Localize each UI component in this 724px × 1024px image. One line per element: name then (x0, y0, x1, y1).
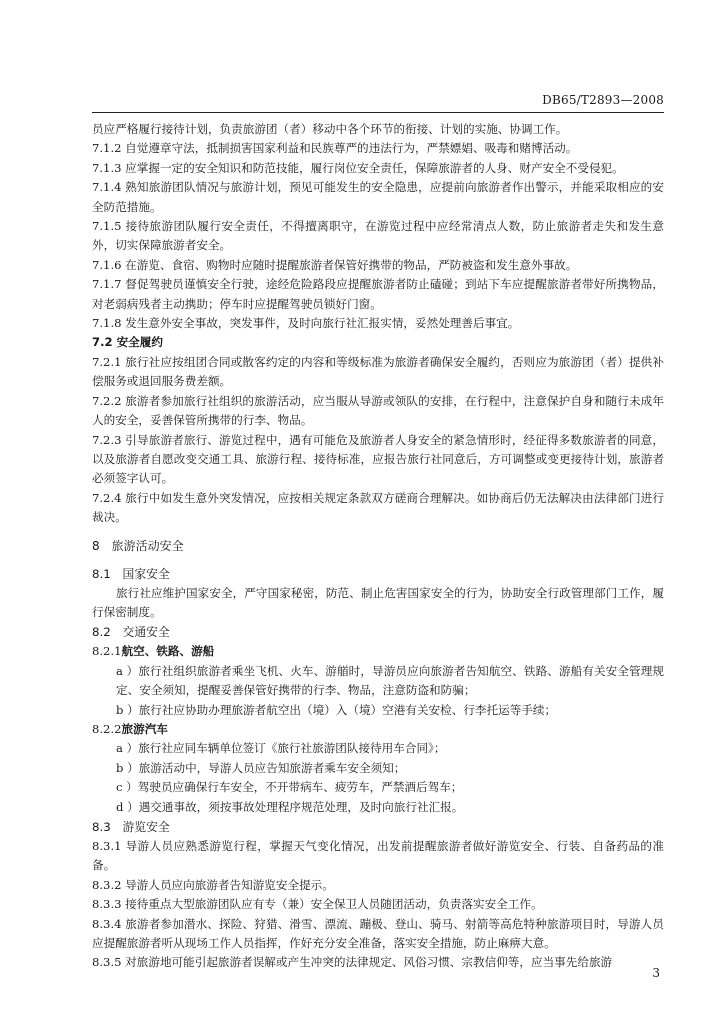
subsection-heading-8-2-1 (92, 642, 664, 661)
header-rule (92, 112, 664, 113)
document-body (92, 120, 664, 973)
subsection-number: 8.2.2 (92, 721, 122, 736)
section-heading-8-1: 8.1 国家安全 (92, 566, 170, 581)
paragraph: 7.1.8 发生意外安全事故，突发事件，及时向旅行社汇报实情，妥然处理善后事宜。 (92, 316, 520, 331)
paragraph: 7.1.2 自觉遵章守法，抵制损害国家利益和民族尊严的违法行为，严禁嫖娼、吸毒和赌博活动。 (92, 141, 578, 156)
list-item: a ）旅行社应同车辆单位签订《旅行社旅游团队接待用车合同》； (116, 741, 446, 756)
paragraph: 8.3.2 导游人员应向旅游者告知游览安全提示。 (92, 877, 334, 892)
paragraph: 7.1.6 在游览、食宿、购物时应随时提醒旅游者保管好携带的物品，严防被盗和发生意外事故。 (92, 257, 578, 272)
paragraph: 7.2.3 引导旅游者旅行、游览过程中，遇有可能危及旅游者人身安全的紧急情形时，经征得多数旅游者的同意，以及旅游者自愿改变交通工具、旅游行程、接待标准，应报告旅行社同意后，方可调整或变更接待计划，旅游者必须签字认可。 (92, 432, 664, 486)
page-number: 3 (652, 966, 660, 980)
section-heading-8-2: 8.2 交通安全 (92, 625, 170, 640)
list-item: b ）旅游活动中，导游人员应告知旅游者乘车安全须知； (116, 760, 406, 775)
standard-code: DB65/T2893—2008 (542, 93, 664, 107)
section-heading-7-2: 7.2 安全履约 (92, 335, 163, 350)
paragraph: 7.2.1 旅行社应按组团合同或散客约定的内容和等级标准为旅游者确保安全履约，否则应为旅游团（者）提供补偿服务或退回服务费差额。 (92, 354, 664, 389)
paragraph: 8.3.4 旅游者参加潜水、探险、狩猎、滑雪、漂流、蹦极、登山、骑马、射箭等高危特种旅游项目时，导游人员应提醒旅游者听从现场工作人员指挥，作好充分安全准备，落实安全措施，防止麻痹大意。 (92, 916, 664, 951)
list-item: b ）旅行社应协助办理旅游者航空出（境）入（境）空港有关安检、行李托运等手续； (116, 702, 557, 717)
paragraph: 员应严格履行接待计划，负责旅游团（者）移动中各个环节的衔接、计划的实施、协调工作。 (92, 122, 568, 136)
list-item: d ）遇交通事故，须按事故处理程序规范处理，及时向旅行社汇报。 (116, 799, 464, 814)
subsection-number: 8.2.1 (92, 644, 122, 659)
subsection-heading-8-2-2 (92, 720, 664, 739)
paragraph: 7.1.3 应掌握一定的安全知识和防范技能，履行岗位安全责任，保障旅游者的人身、财产安全不受侵犯。 (92, 160, 624, 175)
paragraph: 7.1.5 接待旅游团队履行安全责任，不得擅离职守，在游览过程中应经常清点人数，防止旅游者走失和发生意外，切实保障旅游者安全。 (92, 219, 664, 253)
subsection-title: 旅游汽车 (121, 721, 168, 736)
list-item: c ）驾驶员应确保行车安全，不开带病车、疲劳车，严禁酒后驾车； (116, 780, 463, 795)
chapter-heading-8: 8 旅游活动安全 (92, 538, 184, 553)
paragraph: 7.2.2 旅游者参加旅行社组织的旅游活动，应当服从导游或领队的安排，在行程中，注意保护自身和随行未成年人的安全，妥善保管所携带的行李、物品。 (92, 393, 664, 428)
paragraph: 7.2.4 旅行中如发生意外突发情况，应按相关规定条款双方磋商合理解决。如协商后仍无法解决由法律部门进行裁决。 (92, 490, 664, 525)
paragraph: 旅行社应维护国家安全，严守国家秘密，防范、制止危害国家安全的行为，协助安全行政管理部门工作，履行保密制度。 (92, 585, 664, 619)
paragraph: 8.3.3 接待重点大型旅游团队应有专（兼）安全保卫人员随团活动，负责落实安全工作。 (92, 897, 543, 912)
paragraph: 8.3.1 导游人员应熟悉游览行程，掌握天气变化情况，出发前提醒旅游者做好游览安全、行装、自备药品的准备。 (92, 839, 664, 873)
list-item: a ）旅行社组织旅游者乘坐飞机、火车、游艏时，导游员应向旅游者告知航空、铁路、游船有关安全管理规定、安全须知，提醒妥善保管好携带的行李、物品，注意防盗和防骗； (116, 663, 664, 698)
subsection-title: 航空、铁路、游船 (121, 644, 215, 659)
paragraph: 7.1.7 督促驾驶员谨慎安全行驶，途经危险路段应提醒旅游者防止磕碰；到站下车应提醒旅游者带好所携物品，对老弱病残者主动携助；停车时应提醒驾驶员锁好门窗。 (92, 277, 664, 311)
section-heading-8-3: 8.3 游览安全 (92, 820, 170, 834)
paragraph: 8.3.5 对旅游地可能引起旅游者误解或产生冲突的法律规定、风俗习惯、宗教信仰等，应当事先给旅游 (92, 955, 613, 970)
paragraph: 7.1.4 熟知旅游团队情况与旅游计划，预见可能发生的安全隐患，应提前向旅游者作出警示，并能采取相应的安全防范措施。 (92, 180, 664, 214)
